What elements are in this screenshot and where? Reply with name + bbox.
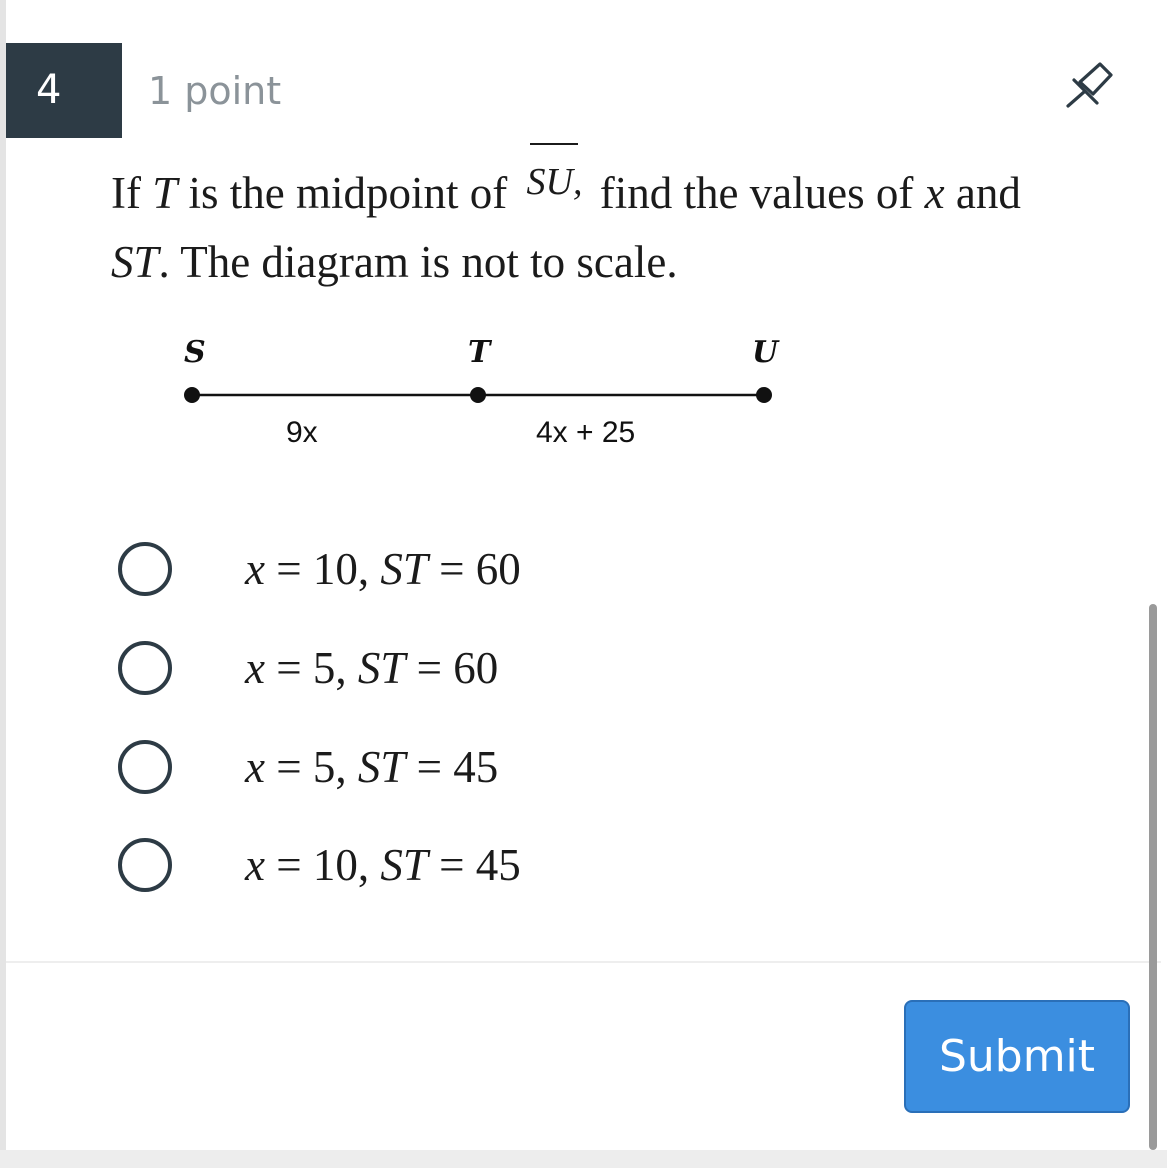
prompt-variable-st: ST: [111, 237, 159, 287]
point-t: [470, 387, 486, 403]
point-label-u: U: [752, 335, 779, 370]
segment-label-tu: 4x + 25: [536, 416, 636, 449]
bottom-edge: [0, 1150, 1167, 1168]
choice-variable-x: x: [245, 643, 265, 693]
prompt-text: . The diagram is not to scale.: [158, 237, 678, 287]
question-prompt: [111, 160, 1111, 295]
pushpin-icon[interactable]: [1060, 58, 1116, 110]
choice-variable-st: ST: [380, 544, 428, 594]
answer-choice-4[interactable]: [118, 838, 818, 898]
choice-variable-st: ST: [380, 840, 428, 890]
choice-variable-st: ST: [357, 742, 406, 792]
point-label-s: S: [184, 335, 206, 370]
segment-su-notation: SU,: [527, 149, 583, 215]
choice-text: = 60: [427, 544, 521, 594]
point-u: [756, 387, 772, 403]
answer-choice-1[interactable]: [118, 542, 818, 602]
choice-text: = 45: [405, 742, 499, 792]
answer-choice-3[interactable]: [118, 740, 818, 800]
prompt-variable-x: x: [924, 168, 945, 218]
answer-choice-label: [245, 540, 521, 598]
choice-text: = 10,: [264, 544, 381, 594]
choice-variable-x: x: [245, 742, 265, 792]
answer-choice-2[interactable]: [118, 641, 818, 701]
question-number: 4: [6, 43, 122, 138]
segment-label-st: 9x: [286, 416, 318, 449]
prompt-text: find the values of: [588, 168, 925, 218]
answer-choice-label: [245, 836, 521, 894]
choice-text: = 5,: [264, 742, 358, 792]
choice-variable-st: ST: [357, 643, 406, 693]
choice-variable-x: x: [245, 840, 265, 890]
question-points: 1 point: [148, 69, 282, 113]
scrollbar-thumb[interactable]: [1149, 604, 1157, 1150]
choice-text: = 60: [405, 643, 499, 693]
answer-choice-label: [245, 738, 498, 796]
choice-text: = 45: [427, 840, 521, 890]
footer-divider: [6, 961, 1161, 963]
choice-variable-x: x: [245, 544, 265, 594]
radio-unchecked-icon[interactable]: [118, 740, 172, 794]
prompt-text: If: [111, 168, 153, 218]
radio-unchecked-icon[interactable]: [118, 641, 172, 695]
radio-unchecked-icon[interactable]: [118, 838, 172, 892]
radio-unchecked-icon[interactable]: [118, 542, 172, 596]
segment-diagram: [166, 320, 796, 470]
prompt-text: is the midpoint of: [177, 168, 519, 218]
answer-choice-label: [245, 639, 498, 697]
point-s: [184, 387, 200, 403]
submit-button[interactable]: Submit: [904, 1000, 1130, 1113]
choice-text: = 5,: [264, 643, 358, 693]
prompt-variable-t: T: [152, 168, 178, 218]
prompt-text: and: [944, 168, 1021, 218]
point-label-t: T: [468, 335, 491, 370]
choice-text: = 10,: [264, 840, 381, 890]
question-card: [6, 0, 1167, 1150]
